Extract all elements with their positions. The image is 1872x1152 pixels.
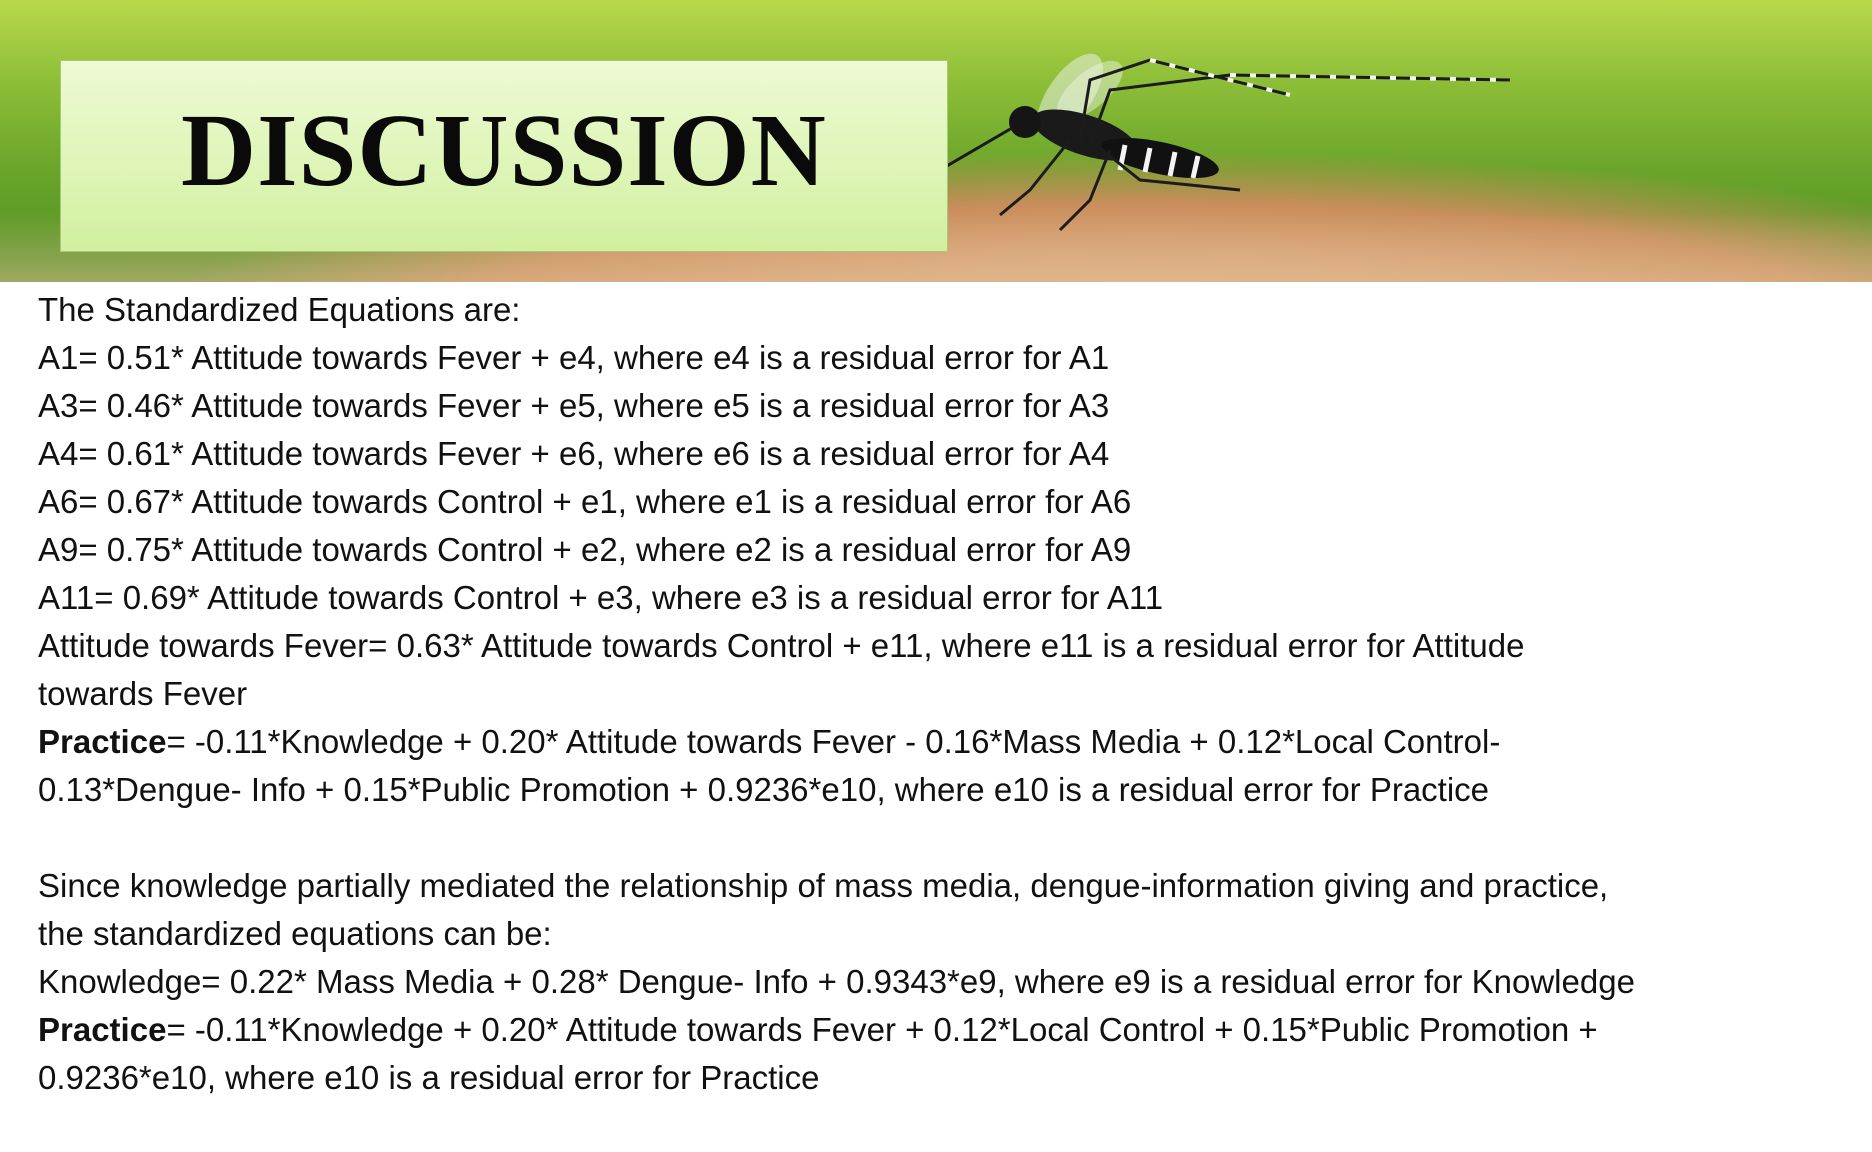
equation-line: A11= 0.69* Attitude towards Control + e3, where e3 is a residual error for A11	[38, 579, 1164, 616]
practice-equation-continuation: 0.9236*e10, where e10 is a residual error for Practice	[38, 1059, 820, 1096]
equation-line: A4= 0.61* Attitude towards Fever + e6, where e6 is a residual error for A4	[38, 435, 1110, 472]
practice-label: Practice	[38, 1011, 167, 1048]
title-box	[60, 60, 948, 252]
equation-line: A3= 0.46* Attitude towards Fever + e5, where e5 is a residual error for A3	[38, 387, 1110, 424]
equation-line: towards Fever	[38, 675, 248, 712]
mediation-text: Since knowledge partially mediated the relationship of mass media, dengue-information giving and practice,	[38, 867, 1609, 904]
knowledge-equation: Knowledge= 0.22* Mass Media + 0.28* Dengue- Info + 0.9343*e9, where e9 is a residual error for Knowledge	[38, 963, 1635, 1000]
page-title: DISCUSSION	[181, 93, 827, 208]
intro-text: The Standardized Equations are:	[38, 291, 521, 328]
equation-line: Attitude towards Fever= 0.63* Attitude towards Control + e11, where e11 is a residual error for Attitude	[38, 627, 1525, 664]
equation-line: A1= 0.51* Attitude towards Fever + e4, where e4 is a residual error for A1	[38, 339, 1110, 376]
mosquito-image	[940, 40, 1520, 240]
practice-equation-text: = -0.11*Knowledge + 0.20* Attitude towards Fever - 0.16*Mass Media + 0.12*Local Control-	[166, 723, 1501, 760]
slide-content	[38, 286, 1838, 1102]
header-banner	[0, 0, 1872, 282]
practice-equation	[38, 718, 1838, 766]
practice-equation-text: = -0.11*Knowledge + 0.20* Attitude towards Fever + 0.12*Local Control + 0.15*Public Promotion +	[166, 1011, 1598, 1048]
practice-equation-continuation: 0.13*Dengue- Info + 0.15*Public Promotion + 0.9236*e10, where e10 is a residual error for Practice	[38, 771, 1490, 808]
practice-equation	[38, 1006, 1838, 1054]
equation-line: A9= 0.75* Attitude towards Control + e2, where e2 is a residual error for A9	[38, 531, 1132, 568]
mediation-text: the standardized equations can be:	[38, 915, 552, 952]
practice-label: Practice	[38, 723, 167, 760]
spacer	[38, 814, 1838, 862]
equation-line: A6= 0.67* Attitude towards Control + e1, where e1 is a residual error for A6	[38, 483, 1132, 520]
